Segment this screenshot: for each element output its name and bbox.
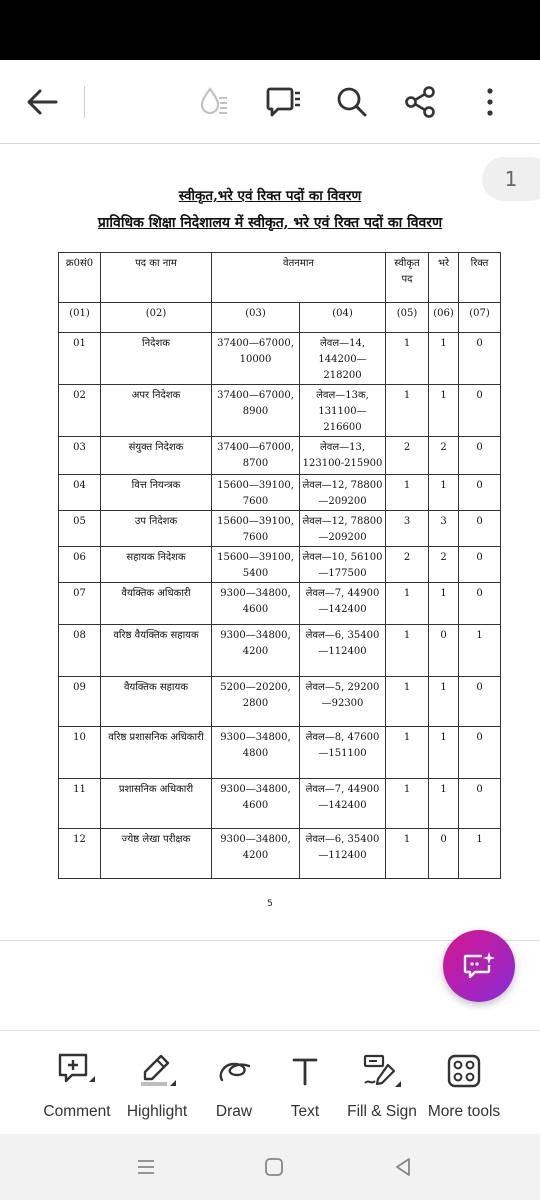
column-number: (02)	[101, 303, 212, 333]
more-tools-button[interactable]	[426, 1051, 502, 1131]
header-pay-scale: वेतनमान	[212, 253, 386, 303]
highlight-tool-button[interactable]	[124, 1051, 190, 1131]
cell-filled: 1	[429, 583, 459, 625]
cell-vacant: 0	[459, 475, 501, 511]
liquid-mode-icon[interactable]	[194, 82, 234, 122]
cell-pay-scale: 15600—39100, 5400	[212, 547, 300, 583]
table-row	[59, 547, 501, 583]
bottom-tool-bar	[0, 1030, 540, 1134]
cell-pay-level: लेवल—7, 44900—142400	[300, 779, 386, 829]
cell-vacant: 0	[459, 547, 501, 583]
text-tool-label: Text	[290, 1103, 320, 1120]
status-bar	[0, 0, 540, 60]
cell-filled: 3	[429, 511, 459, 547]
cell-sanctioned: 1	[386, 829, 429, 879]
grid-icon	[444, 1051, 484, 1091]
cell-pay-level: लेवल—13, 123100-215900	[300, 437, 386, 475]
cell-sanctioned: 3	[386, 511, 429, 547]
draw-icon	[214, 1051, 254, 1091]
comment-tool-label: Comment	[43, 1103, 111, 1120]
cell-vacant: 1	[459, 829, 501, 879]
cell-post-name: अपर निदेशक	[101, 385, 212, 437]
header-vacant: रिक्त	[459, 253, 501, 303]
cell-sanctioned: 1	[386, 385, 429, 437]
cell-sanctioned: 1	[386, 727, 429, 779]
cell-pay-level: लेवल—8, 47600—151100	[300, 727, 386, 779]
cell-pay-scale: 37400—67000, 10000	[212, 333, 300, 385]
cell-serial: 02	[59, 385, 101, 437]
table-body	[59, 333, 501, 879]
ai-assistant-button[interactable]	[443, 930, 515, 1002]
cell-filled: 1	[429, 779, 459, 829]
table-row	[59, 511, 501, 547]
back-nav-icon[interactable]	[388, 1154, 418, 1180]
more-tools-label: More tools	[427, 1103, 501, 1120]
cell-pay-scale: 9300—34800, 4200	[212, 625, 300, 677]
cell-pay-scale: 9300—34800, 4600	[212, 583, 300, 625]
cell-pay-scale: 15600—39100, 7600	[212, 475, 300, 511]
document-subtitle: प्राविधिक शिक्षा निदेशालय में स्वीकृत, भरे एवं रिक्त पदों का विवरण	[97, 215, 443, 231]
header-serial: क्र0सं0	[59, 253, 101, 303]
cell-vacant: 0	[459, 583, 501, 625]
comment-tool-button[interactable]	[42, 1051, 112, 1131]
cell-vacant: 0	[459, 511, 501, 547]
header-post-name: पद का नाम	[101, 253, 212, 303]
draw-tool-label: Draw	[215, 1103, 253, 1120]
table-row	[59, 625, 501, 677]
header-sanctioned: स्वीकृत पद	[386, 253, 429, 303]
cell-serial: 01	[59, 333, 101, 385]
cell-serial: 08	[59, 625, 101, 677]
header-filled: भरे	[429, 253, 459, 303]
recent-apps-icon[interactable]	[131, 1154, 161, 1180]
cell-sanctioned: 1	[386, 677, 429, 727]
fill-sign-tool-label: Fill & Sign	[347, 1103, 417, 1120]
cell-post-name: संयुक्त निदेशक	[101, 437, 212, 475]
cell-serial: 05	[59, 511, 101, 547]
cell-pay-level: लेवल—6, 35400—112400	[300, 829, 386, 879]
cell-post-name: वैयक्तिक सहायक	[101, 677, 212, 727]
cell-serial: 10	[59, 727, 101, 779]
cell-serial: 09	[59, 677, 101, 727]
comments-list-icon[interactable]	[264, 82, 304, 122]
cell-post-name: वरिष्ठ वैयक्तिक सहायक	[101, 625, 212, 677]
cell-pay-level: लेवल—5, 29200—92300	[300, 677, 386, 727]
cell-vacant: 1	[459, 625, 501, 677]
cell-pay-scale: 5200—20200, 2800	[212, 677, 300, 727]
back-arrow-icon[interactable]	[22, 82, 62, 122]
page-indicator-number: 1	[504, 167, 518, 191]
cell-pay-scale: 15600—39100, 7600	[212, 511, 300, 547]
search-icon[interactable]	[332, 82, 372, 122]
cell-pay-level: लेवल—6, 35400—112400	[300, 625, 386, 677]
fill-sign-tool-button[interactable]	[346, 1051, 418, 1131]
cell-vacant: 0	[459, 727, 501, 779]
top-toolbar	[0, 60, 540, 144]
cell-filled: 2	[429, 547, 459, 583]
cell-post-name: निदेशक	[101, 333, 212, 385]
cell-sanctioned: 1	[386, 779, 429, 829]
cell-pay-scale: 37400—67000, 8900	[212, 385, 300, 437]
table-row	[59, 475, 501, 511]
ai-chat-sparkle-icon	[462, 951, 496, 981]
cell-sanctioned: 1	[386, 333, 429, 385]
cell-pay-scale: 9300—34800, 4200	[212, 829, 300, 879]
more-vertical-icon[interactable]	[470, 82, 510, 122]
column-number: (06)	[429, 303, 459, 333]
highlight-tool-label: Highlight	[126, 1103, 188, 1120]
cell-filled: 1	[429, 677, 459, 727]
toolbar-separator	[84, 86, 85, 118]
cell-pay-scale: 9300—34800, 4800	[212, 727, 300, 779]
cell-serial: 07	[59, 583, 101, 625]
cell-pay-level: लेवल—10, 56100—177500	[300, 547, 386, 583]
share-icon[interactable]	[400, 82, 440, 122]
text-icon	[285, 1051, 325, 1091]
cell-sanctioned: 1	[386, 475, 429, 511]
cell-vacant: 0	[459, 677, 501, 727]
cell-vacant: 0	[459, 437, 501, 475]
column-number: (01)	[59, 303, 101, 333]
cell-post-name: प्रशासनिक अधिकारी	[101, 779, 212, 829]
table-row	[59, 583, 501, 625]
cell-post-name: ज्येष्ठ लेखा परीक्षक	[101, 829, 212, 879]
cell-pay-scale: 9300—34800, 4600	[212, 779, 300, 829]
column-number: (03)	[212, 303, 300, 333]
column-number: (04)	[300, 303, 386, 333]
cell-post-name: सहायक निदेशक	[101, 547, 212, 583]
cell-serial: 11	[59, 779, 101, 829]
cell-sanctioned: 1	[386, 583, 429, 625]
table-row	[59, 727, 501, 779]
cell-post-name: वरिष्ठ प्रशासनिक अधिकारी	[101, 727, 212, 779]
cell-filled: 1	[429, 333, 459, 385]
cell-filled: 0	[429, 625, 459, 677]
column-number-row	[59, 303, 501, 333]
table-row	[59, 829, 501, 879]
cell-pay-level: लेवल—12, 78800—209200	[300, 475, 386, 511]
text-tool-button[interactable]	[285, 1051, 325, 1131]
cell-pay-level: लेवल—12, 78800—209200	[300, 511, 386, 547]
cell-vacant: 0	[459, 333, 501, 385]
cell-serial: 03	[59, 437, 101, 475]
cell-serial: 04	[59, 475, 101, 511]
fill-sign-icon	[362, 1051, 402, 1091]
document-title: स्वीकृत,भरे एवं रिक्त पदों का विवरण	[178, 188, 362, 204]
table-row	[59, 437, 501, 475]
cell-filled: 2	[429, 437, 459, 475]
cell-pay-level: लेवल—7, 44900—142400	[300, 583, 386, 625]
column-number: (07)	[459, 303, 501, 333]
cell-post-name: वैयक्तिक अधिकारी	[101, 583, 212, 625]
posts-table	[58, 252, 501, 879]
home-icon[interactable]	[259, 1154, 289, 1180]
column-number: (05)	[386, 303, 429, 333]
cell-vacant: 0	[459, 385, 501, 437]
table-row	[59, 779, 501, 829]
cell-post-name: वित्त नियन्त्रक	[101, 475, 212, 511]
table-row	[59, 333, 501, 385]
cell-sanctioned: 1	[386, 625, 429, 677]
cell-filled: 1	[429, 385, 459, 437]
cell-pay-level: लेवल—14, 144200—218200	[300, 333, 386, 385]
cell-pay-level: लेवल—13क, 131100—216600	[300, 385, 386, 437]
page-number: 5	[267, 899, 273, 909]
table-row	[59, 677, 501, 727]
system-navigation-bar	[0, 1134, 540, 1200]
cell-sanctioned: 2	[386, 547, 429, 583]
table-header-row	[59, 253, 501, 303]
cell-vacant: 0	[459, 779, 501, 829]
cell-filled: 0	[429, 829, 459, 879]
highlighter-icon	[137, 1051, 177, 1091]
comment-add-icon	[57, 1051, 97, 1091]
cell-pay-scale: 37400—67000, 8700	[212, 437, 300, 475]
cell-filled: 1	[429, 727, 459, 779]
cell-serial: 12	[59, 829, 101, 879]
cell-sanctioned: 2	[386, 437, 429, 475]
cell-post-name: उप निदेशक	[101, 511, 212, 547]
table-row	[59, 385, 501, 437]
cell-filled: 1	[429, 475, 459, 511]
draw-tool-button[interactable]	[214, 1051, 254, 1131]
cell-serial: 06	[59, 547, 101, 583]
